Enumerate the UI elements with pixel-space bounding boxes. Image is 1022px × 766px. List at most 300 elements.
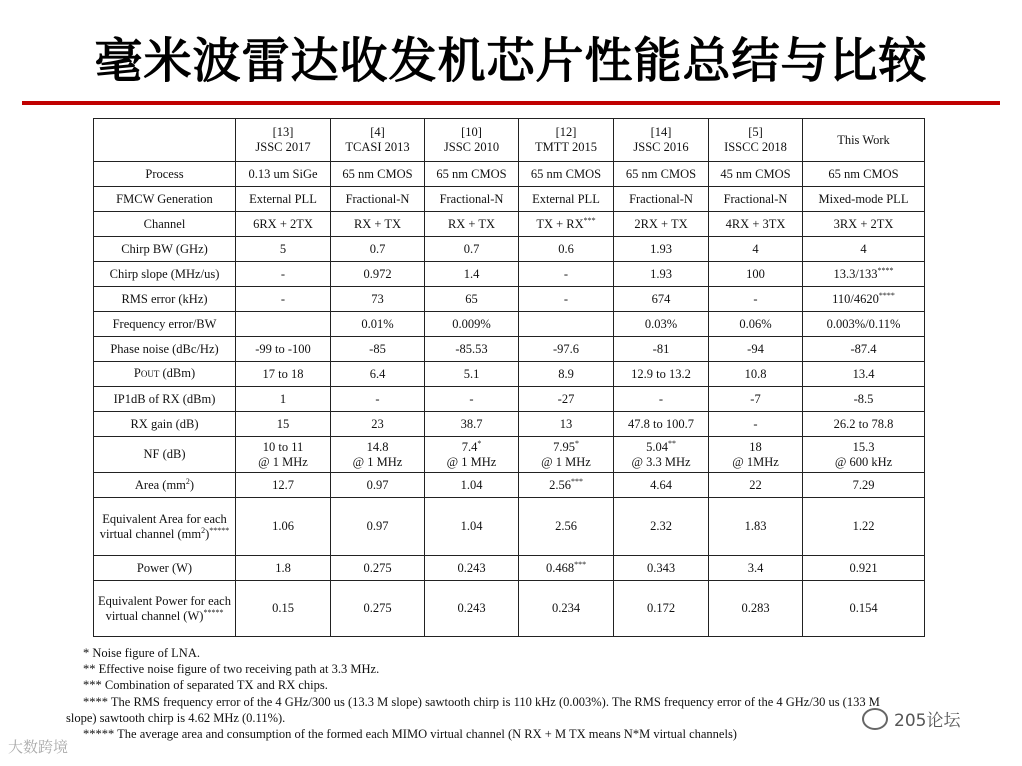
- cell-value: 0.172: [646, 601, 676, 615]
- table-cell: [331, 473, 425, 498]
- row-label-text: Chirp BW (GHz): [121, 241, 208, 256]
- table-cell: [709, 362, 803, 387]
- table-header-row: [94, 119, 925, 162]
- cell-value: 65 nm CMOS: [828, 166, 899, 181]
- table-cell: [614, 437, 709, 473]
- table-cell: [236, 187, 331, 212]
- row-label-text: IP1dB of RX (dBm): [113, 391, 216, 406]
- table-cell: [614, 212, 709, 237]
- cell-value: 0.97: [366, 519, 389, 533]
- table-cell: [331, 362, 425, 387]
- title-divider: [22, 101, 1000, 105]
- cell-value: 15: [276, 416, 290, 431]
- cell-value: 1.04: [460, 519, 483, 533]
- wechat-icon: [862, 708, 888, 730]
- cell-value: Fractional-N: [629, 191, 693, 206]
- cell-value: -8.5: [853, 391, 874, 406]
- table-row: [94, 498, 925, 556]
- header-ref: [4]: [370, 125, 385, 139]
- table-cell: [425, 262, 519, 287]
- cell-value: 4: [860, 241, 867, 256]
- table-row: [94, 362, 925, 387]
- table-cell: [519, 581, 614, 637]
- row-label: [94, 212, 236, 237]
- table-cell: [803, 362, 925, 387]
- header-ref: [13]: [272, 125, 294, 139]
- cell-value: 0.7: [369, 241, 386, 256]
- cell-value: -: [280, 291, 286, 306]
- cell-value: 110/4620****: [832, 290, 895, 306]
- cell-condition: @ 600 kHz: [834, 454, 893, 469]
- table-cell: [614, 362, 709, 387]
- table-cell: [425, 312, 519, 337]
- table-cell: [709, 237, 803, 262]
- table-cell: [614, 556, 709, 581]
- table-cell: [519, 473, 614, 498]
- cell-value: 4: [752, 241, 759, 256]
- table-row: [94, 556, 925, 581]
- cell-value: -94: [747, 341, 764, 356]
- row-label-text: Power (W): [136, 560, 193, 575]
- footnote: * Noise figure of LNA.: [83, 646, 200, 660]
- cell-value: 10.8: [744, 366, 767, 381]
- cell-value: External PLL: [532, 191, 600, 206]
- header-cell: [709, 119, 803, 162]
- header-venue: JSSC 2010: [443, 140, 500, 154]
- cell-value: 2.56***: [549, 476, 583, 492]
- table-cell: [614, 473, 709, 498]
- cell-value: 0.06%: [739, 316, 772, 331]
- row-label: [94, 287, 236, 312]
- table-cell: [803, 187, 925, 212]
- cell-value: -85.53: [455, 341, 488, 356]
- row-label-text: Equivalent Area for each virtual channel $(mm^2)^{*****}$: [99, 511, 230, 541]
- cell-value: 17 to 18: [262, 366, 304, 381]
- cell-value: External PLL: [249, 191, 317, 206]
- cell-value: -87.4: [850, 341, 877, 356]
- table-cell: [236, 412, 331, 437]
- cell-value: 7.95*: [553, 438, 579, 454]
- table-cell: [519, 262, 614, 287]
- table-cell: [425, 473, 519, 498]
- table-row: [94, 387, 925, 412]
- table-cell: [614, 187, 709, 212]
- table-row: [94, 187, 925, 212]
- header-cell: [94, 119, 236, 162]
- header-ref: [10]: [461, 125, 482, 139]
- cell-value: 47.8 to 100.7: [628, 416, 694, 431]
- cell-value: 1.93: [650, 266, 672, 281]
- cell-value: -97.6: [552, 341, 580, 356]
- row-label-text: Process: [145, 166, 184, 181]
- cell-value: 65: [465, 291, 478, 306]
- row-label: [94, 556, 236, 581]
- header-cell: [331, 119, 425, 162]
- table-cell: [236, 556, 331, 581]
- cell-value: -: [658, 391, 664, 406]
- cell-value: 1.8: [275, 560, 291, 575]
- cell-value: 12.9 to 13.2: [631, 366, 691, 381]
- table-cell: [425, 412, 519, 437]
- table-cell: [425, 498, 519, 556]
- table-cell: [236, 498, 331, 556]
- table-cell: [709, 437, 803, 473]
- table-row: [94, 337, 925, 362]
- cell-value: 65 nm CMOS: [436, 166, 507, 181]
- cell-value: 1.04: [460, 477, 483, 492]
- table-cell: [425, 162, 519, 187]
- row-label-text: Phase noise (dBc/Hz): [110, 341, 219, 356]
- cell-value: 6RX + 2TX: [253, 216, 313, 231]
- table-cell: [709, 212, 803, 237]
- table-cell: [236, 473, 331, 498]
- cell-value: 0.7: [463, 241, 480, 256]
- cell-value: 26.2 to 78.8: [833, 416, 894, 431]
- table-cell: [519, 437, 614, 473]
- cell-value: 3RX + 2TX: [833, 216, 894, 231]
- table-cell: [709, 581, 803, 637]
- table-cell: [709, 498, 803, 556]
- table-row: [94, 287, 925, 312]
- row-label: [94, 498, 236, 556]
- cell-value: 1.93: [650, 241, 672, 256]
- table-cell: [331, 498, 425, 556]
- cell-value: 0.243: [457, 601, 486, 615]
- table-cell: [331, 337, 425, 362]
- table-cell: [709, 262, 803, 287]
- table-cell: [425, 437, 519, 473]
- table-cell: [331, 162, 425, 187]
- comparison-table: [93, 118, 925, 637]
- table-cell: [519, 312, 614, 337]
- row-label: [94, 437, 236, 473]
- cell-value: 0.343: [646, 560, 676, 575]
- table-cell: [614, 262, 709, 287]
- table-cell: [236, 162, 331, 187]
- table-cell: [236, 437, 331, 473]
- table-cell: [236, 212, 331, 237]
- cell-value: 10 to 11: [262, 439, 304, 454]
- cell-value: 12.7: [272, 477, 294, 492]
- header-venue: ISSCC 2018: [724, 140, 787, 154]
- table-row: [94, 237, 925, 262]
- header-venue: TMTT 2015: [535, 140, 597, 154]
- cell-value: 674: [651, 291, 671, 306]
- table-cell: [614, 237, 709, 262]
- cell-value: 0.972: [363, 266, 392, 281]
- page-title: 毫米波雷达收发机芯片性能总结与比较: [94, 33, 928, 89]
- table-cell: [803, 212, 925, 237]
- row-label: [94, 412, 236, 437]
- table-cell: [519, 362, 614, 387]
- cell-value: TX + RX***: [536, 215, 596, 231]
- cell-value: 0.15: [272, 601, 294, 615]
- cell-value: 0.283: [741, 601, 770, 615]
- table-cell: [236, 287, 331, 312]
- cell-condition: @ 1 MHz: [446, 454, 497, 469]
- table-cell: [331, 287, 425, 312]
- cell-value: 38.7: [460, 416, 483, 431]
- table-cell: [519, 412, 614, 437]
- table-cell: [519, 237, 614, 262]
- cell-value: 8.9: [558, 366, 574, 381]
- table-row: [94, 312, 925, 337]
- footnote: ***** The average area and consumption of the formed each MIMO virtual channel (N RX + M TX means N*M virtual channels): [83, 727, 737, 742]
- cell-value: -7: [750, 391, 761, 406]
- table-cell: [425, 237, 519, 262]
- cell-value: Fractional-N: [439, 191, 504, 206]
- cell-value: 5.04**: [646, 438, 676, 454]
- table-cell: [519, 212, 614, 237]
- table-cell: [803, 387, 925, 412]
- table-cell: [803, 262, 925, 287]
- table-cell: [614, 498, 709, 556]
- cell-value: 5: [279, 241, 287, 256]
- header-cell: [519, 119, 614, 162]
- row-label-text: Chirp slope (MHz/us): [109, 266, 220, 281]
- cell-value: -81: [652, 341, 670, 356]
- watermark-right-text: 205论坛: [894, 711, 961, 731]
- table-cell: [425, 387, 519, 412]
- watermark-right: [862, 706, 960, 731]
- table-cell: [331, 387, 425, 412]
- row-label-text: Channel: [143, 216, 186, 231]
- cell-value: -27: [557, 391, 575, 406]
- cell-value: 14.8: [366, 439, 389, 454]
- cell-value: 13.4: [852, 366, 875, 381]
- row-label: [94, 387, 236, 412]
- table-cell: [803, 581, 925, 637]
- cell-value: 0.003%/0.11%: [826, 316, 901, 331]
- cell-condition: @ 1MHz: [732, 454, 779, 469]
- cell-value: -: [375, 391, 380, 406]
- table-cell: [331, 437, 425, 473]
- table-cell: [519, 187, 614, 212]
- table-cell: [425, 362, 519, 387]
- table-cell: [331, 581, 425, 637]
- cell-value: 23: [371, 416, 384, 431]
- cell-condition: @ 1 MHz: [352, 454, 403, 469]
- cell-value: 0.97: [366, 477, 389, 492]
- row-label-text: Equivalent Power for each virtual channel (W)*****: [98, 593, 231, 623]
- table-cell: [236, 581, 331, 637]
- table-cell: [331, 237, 425, 262]
- table-cell: [331, 212, 425, 237]
- header-cell: [236, 119, 331, 162]
- table-row: [94, 581, 925, 637]
- table-cell: [709, 162, 803, 187]
- table-cell: [236, 237, 331, 262]
- cell-value: 0.275: [363, 601, 392, 615]
- table-cell: [425, 581, 519, 637]
- row-label: [94, 581, 236, 637]
- row-label: [94, 312, 236, 337]
- table-cell: [614, 337, 709, 362]
- header-cell: [803, 119, 925, 162]
- row-label: [94, 262, 236, 287]
- cell-value: 0.275: [363, 560, 392, 575]
- header-ref: [12]: [555, 125, 577, 139]
- cell-value: 5.1: [463, 366, 480, 381]
- row-label: [94, 237, 236, 262]
- cell-value: 0.243: [457, 560, 486, 575]
- header-ref: This Work: [837, 132, 890, 147]
- cell-value: -: [753, 416, 758, 431]
- cell-value: 2RX + TX: [634, 216, 688, 231]
- cell-value: -: [469, 391, 474, 406]
- header-venue: JSSC 2017: [255, 140, 311, 154]
- row-label-text: Frequency error/BW: [112, 316, 217, 331]
- cell-value: 0.234: [551, 601, 581, 615]
- table-row: [94, 262, 925, 287]
- table-row: [94, 437, 925, 473]
- table-cell: [425, 556, 519, 581]
- table-cell: [519, 387, 614, 412]
- table-cell: [803, 412, 925, 437]
- table-cell: [803, 337, 925, 362]
- cell-value: 2.56: [555, 519, 577, 533]
- cell-value: 0.03%: [644, 316, 678, 331]
- cell-value: -: [563, 266, 569, 281]
- table-cell: [425, 212, 519, 237]
- cell-value: 45 nm CMOS: [720, 166, 791, 181]
- cell-value: 0.009%: [452, 316, 491, 331]
- cell-value: 1.22: [852, 519, 875, 533]
- table-cell: [331, 412, 425, 437]
- table-cell: [709, 556, 803, 581]
- cell-value: 0.921: [849, 560, 878, 575]
- table-cell: [425, 337, 519, 362]
- header-venue: JSSC 2016: [633, 140, 689, 154]
- footnotes: [66, 645, 996, 742]
- table-cell: [709, 187, 803, 212]
- table-cell: [425, 187, 519, 212]
- cell-value: -: [280, 266, 286, 281]
- table-cell: [236, 387, 331, 412]
- table-cell: [519, 162, 614, 187]
- table-cell: [709, 473, 803, 498]
- table-cell: [803, 556, 925, 581]
- footnote: *** Combination of separated TX and RX chips.: [83, 678, 328, 693]
- table-cell: [331, 556, 425, 581]
- cell-value: 6.4: [369, 366, 386, 381]
- row-label-text: FMCW Generation: [116, 191, 213, 206]
- cell-condition: @ 1 MHz: [258, 454, 308, 469]
- cell-value: 1.4: [463, 266, 480, 281]
- table-cell: [331, 262, 425, 287]
- table-cell: [803, 287, 925, 312]
- cell-value: 13: [559, 416, 573, 431]
- cell-value: 3.4: [747, 560, 764, 575]
- cell-value: 0.6: [558, 241, 574, 256]
- row-label: [94, 187, 236, 212]
- header-cell: [425, 119, 519, 162]
- cell-condition: @ 3.3 MHz: [631, 454, 691, 469]
- table-cell: [614, 162, 709, 187]
- cell-value: 4.64: [650, 477, 672, 492]
- cell-value: 73: [371, 291, 384, 306]
- cell-value: 0.13 um SiGe: [248, 166, 318, 181]
- table-row: [94, 212, 925, 237]
- cell-value: 2.32: [650, 519, 672, 533]
- cell-value: 0.154: [849, 601, 878, 615]
- cell-value: 0.468***: [545, 559, 587, 575]
- watermark-left: 大数跨境: [8, 738, 69, 756]
- cell-value: Mixed-mode PLL: [818, 191, 909, 206]
- cell-value: 100: [746, 266, 765, 281]
- table-cell: [236, 312, 331, 337]
- table-cell: [803, 498, 925, 556]
- cell-value: Fractional-N: [345, 191, 410, 206]
- table-cell: [709, 312, 803, 337]
- table-cell: [803, 437, 925, 473]
- cell-value: 7.4*: [461, 438, 482, 454]
- table-cell: [803, 312, 925, 337]
- table-cell: [709, 412, 803, 437]
- table-row: [94, 162, 925, 187]
- table-cell: [614, 412, 709, 437]
- table-cell: [614, 581, 709, 637]
- cell-value: -: [563, 291, 569, 306]
- cell-value: -99 to -100: [255, 341, 311, 356]
- row-label: [94, 337, 236, 362]
- cell-value: 65 nm CMOS: [625, 166, 697, 181]
- cell-value: 15.3: [852, 439, 875, 454]
- cell-value: 22: [749, 477, 762, 492]
- table-cell: [803, 473, 925, 498]
- table-cell: [519, 337, 614, 362]
- table-cell: [614, 312, 709, 337]
- header-ref: [14]: [650, 125, 672, 139]
- row-label: [94, 473, 236, 498]
- cell-value: RX + TX: [447, 216, 496, 231]
- header-cell: [614, 119, 709, 162]
- table-cell: [519, 287, 614, 312]
- cell-condition: @ 1 MHz: [541, 454, 591, 469]
- cell-value: 0.01%: [361, 316, 394, 331]
- row-label-text: POUT (dBm): [133, 366, 196, 380]
- footnote: **** The RMS frequency error of the 4 GHz/300 us (13.3 M slope) sawtooth chirp is 110 kHz (0.003%). The RMS frequency error of the 4 GHz/30 us (133 M: [83, 694, 880, 709]
- table-cell: [236, 362, 331, 387]
- cell-value: 4RX + 3TX: [725, 216, 786, 231]
- table-cell: [331, 187, 425, 212]
- table-cell: [709, 337, 803, 362]
- row-label-text: RMS error (kHz): [121, 291, 208, 306]
- table-cell: [803, 162, 925, 187]
- header-venue: TCASI 2013: [345, 140, 410, 154]
- cell-value: -85: [369, 341, 386, 356]
- table-row: [94, 473, 925, 498]
- table-cell: [614, 387, 709, 412]
- row-label-text: NF (dB): [143, 447, 186, 461]
- cell-value: 65 nm CMOS: [530, 166, 602, 181]
- cell-value: 13.3/133****: [833, 265, 894, 281]
- row-label-text: RX gain (dB): [130, 416, 199, 431]
- table-cell: [519, 556, 614, 581]
- cell-value: 18: [749, 439, 762, 454]
- row-label: [94, 162, 236, 187]
- table-cell: [425, 287, 519, 312]
- row-label: [94, 362, 236, 387]
- table-cell: [331, 312, 425, 337]
- table-cell: [614, 287, 709, 312]
- row-label-text: Area $(mm^2)$: [134, 476, 195, 492]
- cell-value: 65 nm CMOS: [342, 166, 413, 181]
- cell-value: RX + TX: [353, 216, 402, 231]
- table-cell: [709, 387, 803, 412]
- table-cell: [236, 262, 331, 287]
- table-cell: [803, 237, 925, 262]
